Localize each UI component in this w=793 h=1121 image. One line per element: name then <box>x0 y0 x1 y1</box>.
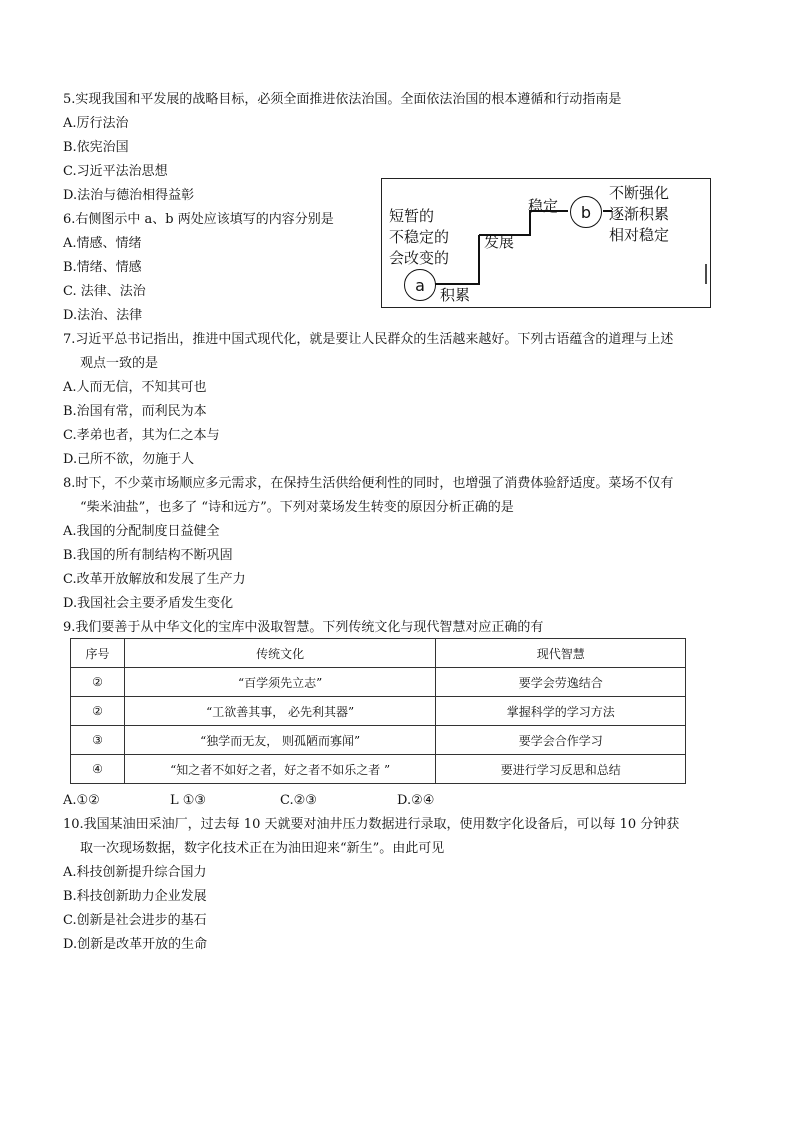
q6-option-a: A.情感、情绪 <box>63 236 142 251</box>
q6-option-b: B.情绪、情感 <box>63 260 142 275</box>
table-header-row <box>71 639 686 668</box>
q8-stem-line1: 8.时下，不少菜市场顺应多元需求，在保持生活供给便利性的同时，也增强了消费体验舒适度。菜场不仅有 <box>63 476 674 491</box>
q7-stem-line1: 7.习近平总书记指出，推进中国式现代化，就是要让人民群众的生活越来越好。下列古语蕴含的道理与上述 <box>63 332 674 347</box>
q7-stem-line2: 观点一致的是 <box>80 356 159 371</box>
cell-traditional: “百学须先立志” <box>124 668 435 697</box>
cell-index: ② <box>71 697 125 726</box>
table-row <box>71 697 686 726</box>
diagram-step-develop: 发展 <box>484 233 515 251</box>
diagram-left-line3: 会改变的 <box>389 249 450 267</box>
q5-option-d: D.法治与德治相得益彰 <box>63 188 195 203</box>
q6-stem: 6.右侧图示中 a、b 两处应该填写的内容分别是 <box>63 212 334 227</box>
q9-option-a: A.①② <box>63 793 100 808</box>
q5-stem: 5.实现我国和平发展的战略目标，必须全面推进依法治国。全面依法治国的根本遵循和行动指南是 <box>63 92 622 107</box>
diagram-right-line3: 相对稳定 <box>609 226 670 244</box>
cell-modern: 掌握科学的学习方法 <box>436 697 686 726</box>
q10-stem-line2: 取一次现场数据，数字化技术正在为油田迎来“新生”。由此可见 <box>80 841 445 856</box>
q10-option-a: A.科技创新提升综合国力 <box>63 865 207 880</box>
q8-option-d: D.我国社会主要矛盾发生变化 <box>63 596 234 611</box>
q7-option-b: B.治国有常，而利民为本 <box>63 404 207 419</box>
q9-table <box>70 638 686 784</box>
cell-index: ③ <box>71 726 125 755</box>
header-traditional: 传统文化 <box>124 639 435 668</box>
diagram-left-line1: 短暂的 <box>389 207 435 225</box>
diagram-right-line1: 不断强化 <box>609 184 670 202</box>
q5-option-b: B.依宪治国 <box>63 140 129 155</box>
q9-option-b: L ①③ <box>170 793 207 808</box>
table-row <box>71 726 686 755</box>
q7-option-a: A.人而无信，不知其可也 <box>63 380 207 395</box>
cell-modern: 要进行学习反思和总结 <box>436 755 686 784</box>
cell-traditional: “知之者不如好之者，好之者不如乐之者 ” <box>124 755 435 784</box>
cell-index: ④ <box>71 755 125 784</box>
q5-option-a: A.厉行法治 <box>63 116 129 131</box>
q6-option-d: D.法治、法律 <box>63 308 143 323</box>
diagram-label-b: b <box>570 196 602 228</box>
diagram-label-a: a <box>404 269 436 301</box>
q9-option-c: C.②③ <box>280 793 317 808</box>
q7-option-d: D.己所不欲，勿施于人 <box>63 452 195 467</box>
diagram-left-line2: 不稳定的 <box>389 228 450 246</box>
cell-index: ② <box>71 668 125 697</box>
q7-option-c: C.孝弟也者，其为仁之本与 <box>63 428 220 443</box>
cell-traditional: “独学而无友， 则孤陋而寡闻” <box>124 726 435 755</box>
diagram-right-line2: 逐渐积累 <box>609 205 670 223</box>
q8-stem-line2: “柴米油盐”，也多了 “诗和远方”。下列对菜场发生转变的原因分析正确的是 <box>80 500 514 515</box>
q10-stem-line1: 10.我国某油田采油厂，过去每 10 天就要对油井压力数据进行录取，使用数字化设备后，可以每 10 分钟获 <box>63 817 680 832</box>
q10-option-b: B.科技创新助力企业发展 <box>63 889 207 904</box>
q6-staircase-diagram <box>381 178 711 308</box>
cell-traditional: “工欲善其事， 必先利其器” <box>124 697 435 726</box>
q8-option-b: B.我国的所有制结构不断巩固 <box>63 548 233 563</box>
header-modern: 现代智慧 <box>436 639 686 668</box>
diagram-step-accumulate: 积累 <box>440 286 471 304</box>
q6-option-c: C. 法律、法治 <box>63 284 146 299</box>
q9-stem: 9.我们要善于从中华文化的宝库中汲取智慧。下列传统文化与现代智慧对应正确的有 <box>63 620 544 635</box>
cell-modern: 要学会劳逸结合 <box>436 668 686 697</box>
diagram-step-stable: 稳定 <box>528 197 559 215</box>
q5-option-c: C.习近平法治思想 <box>63 164 168 179</box>
q8-option-c: C.改革开放解放和发展了生产力 <box>63 572 246 587</box>
q10-option-c: C.创新是社会进步的基石 <box>63 913 207 928</box>
q9-option-d: D.②④ <box>397 793 435 808</box>
table-row <box>71 755 686 784</box>
header-index: 序号 <box>71 639 125 668</box>
q8-option-a: A.我国的分配制度日益健全 <box>63 524 220 539</box>
q10-option-d: D.创新是改革开放的生命 <box>63 937 208 952</box>
table-row <box>71 668 686 697</box>
cell-modern: 要学会合作学习 <box>436 726 686 755</box>
